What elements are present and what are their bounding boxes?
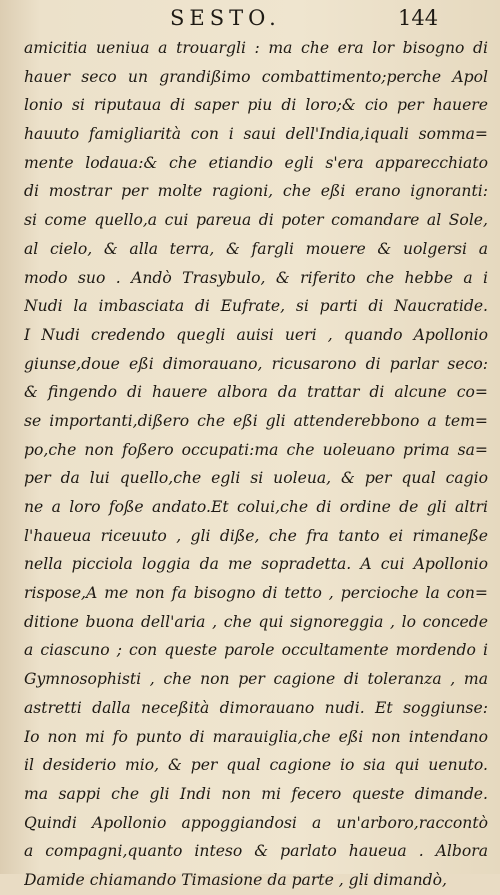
- text-line: astretti dalla neceßità dimorauano nudi. Et soggiunse:: [24, 698, 488, 717]
- text-line: lonio si riputaua di saper piu di loro;& cio per hauere: [24, 96, 488, 115]
- body-text: [24, 34, 488, 895]
- text-line: ne a loro foße andato.Et colui,che di ordine de gli altri: [24, 498, 488, 516]
- page-number: 144: [398, 6, 439, 30]
- text-line: amicitia ueniua a trouargli : ma che era lor bisogno di: [24, 39, 488, 57]
- text-line: & fingendo di hauere albora da trattar di alcune co=: [24, 383, 488, 402]
- text-line: ditione buona dell'aria , che qui signoreggia , lo concede: [24, 612, 488, 631]
- text-line: Nudi la imbasciata di Eufrate, si parti di Naucratide.: [24, 297, 488, 316]
- text-line: a compagni,quanto inteso & parlato haueua . Albora: [24, 842, 488, 861]
- text-line: po,che non foßero occupati:ma che uoleuano prima sa=: [24, 440, 488, 459]
- text-line: Damide chiamando Timasione da parte , gli dimandò,: [24, 870, 448, 889]
- text-line: mente lodaua:& che etiandio egli s'era apparecchiato: [24, 153, 488, 172]
- text-line: al cielo, & alla terra, & fargli mouere & uolgersi a: [24, 239, 488, 258]
- text-line: per da lui quello,che egli si uoleua, & per qual cagio: [24, 469, 488, 488]
- text-line: di mostrar per molte ragioni, che eßi erano ignoranti:: [24, 182, 488, 201]
- text-line: I Nudi credendo quegli auisi ueri , quando Apollonio: [24, 325, 488, 344]
- text-line: l'haueua riceuuto , gli diße, che fra tanto ei rimaneße: [24, 526, 488, 545]
- text-line: hauuto famigliarità con i saui dell'India,iquali somma=: [24, 125, 488, 144]
- text-line: modo suo . Andò Trasybulo, & riferito che hebbe a i: [24, 268, 488, 287]
- text-line: il desiderio mio, & per qual cagione io sia qui uenuto.: [24, 756, 488, 775]
- text-line: ma sappi che gli Indi non mi fecero queste dimande.: [24, 784, 488, 803]
- text-line: Io non mi fo punto di marauiglia,che eßi non intendano: [24, 727, 488, 746]
- text-line: si come quello,a cui pareua di poter comandare al Sole,: [24, 211, 488, 230]
- text-line: Quindi Apollonio appoggiandosi a un'arboro,raccontò: [24, 813, 488, 832]
- text-line: rispose,A me non fa bisogno di tetto , percioche la con=: [24, 584, 488, 603]
- text-line: se importanti,dißero che eßi gli attenderebbono a tem=: [24, 411, 488, 430]
- text-line: nella picciola loggia da me sopradetta. A cui Apollonio: [24, 555, 488, 574]
- page-header: [0, 6, 500, 30]
- text-line: Gymnosophisti , che non per cagione di toleranza , ma: [24, 670, 488, 689]
- running-title: SESTO.: [170, 6, 281, 30]
- text-line: a ciascuno ; con queste parole occultamente mordendo i: [24, 641, 488, 660]
- text-line: hauer seco un grandißimo combattimento;perche Apol: [24, 67, 488, 86]
- text-line: giunse,doue eßi dimorauano, ricusarono di parlar seco:: [24, 354, 488, 373]
